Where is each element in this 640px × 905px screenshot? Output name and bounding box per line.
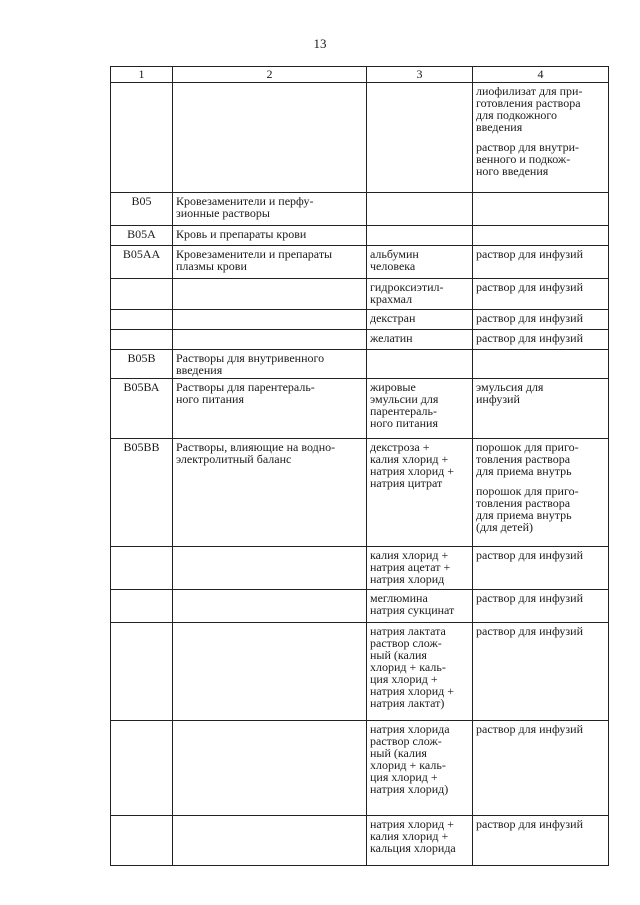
dosage-form-cell [473,379,609,439]
drug-name-cell [367,816,473,866]
text-line: калия хлорид + [370,548,449,562]
text-line: натрия хлорид + [370,817,455,831]
text-line: Кровезаменители и препараты [176,247,333,261]
atc-code-cell: В05А [111,226,173,246]
group-name-cell [173,379,367,439]
text-line: раствор для инфузий [476,624,583,638]
dosage-form [476,281,605,293]
text-line: меглюмина [370,591,428,605]
group-name-cell [173,226,367,246]
text-line: раствор для инфузий [476,722,583,736]
table-body [111,83,609,866]
column-header: 4 [473,67,609,83]
column-header: 2 [173,67,367,83]
text-line: эмульсии для [370,392,439,406]
drug-name-cell [367,246,473,279]
atc-code-cell [111,330,173,350]
drug-name-cell [367,193,473,226]
text-line: человека [370,259,416,273]
table-row [111,816,609,866]
table-row [111,193,609,226]
text-line: плазмы крови [176,259,247,273]
dosage-form [476,441,605,477]
text-line: раствор для внутри- [476,140,579,154]
text-line: Растворы для внутривенного [176,351,325,365]
drug-name-cell [367,330,473,350]
dosage-form [476,625,605,637]
text-line: ный (калия [370,746,427,760]
text-line: натрия сукцинат [370,603,455,617]
text-line: (для детей) [476,520,534,534]
drug-name-cell [367,226,473,246]
drug-name-cell [367,310,473,330]
text-line: калия хлорид + [370,829,449,843]
text-line: натрия лактат) [370,696,445,710]
group-name-cell [173,330,367,350]
text-line: раствор для инфузий [476,280,583,294]
dosage-form-cell [473,83,609,193]
atc-code-cell [111,590,173,623]
text-line: натрия хлорид [370,572,445,586]
text-line: введения [476,120,523,134]
dosage-form-cell [473,721,609,816]
text-line: раствор для инфузий [476,548,583,562]
drug-name-cell [367,83,473,193]
text-line: ного введения [476,164,549,178]
table-row [111,590,609,623]
dosage-form-cell [473,623,609,721]
atc-code-cell [111,279,173,310]
text-line: натрия цитрат [370,476,443,490]
text-line: хлорид + каль- [370,660,446,674]
text-line: лиофилизат для при- [476,84,583,98]
text-line: ция хлорид + [370,770,438,784]
table-row [111,350,609,379]
dosage-form [476,723,605,735]
drug-name-cell [367,379,473,439]
text-line: жировые [370,380,416,394]
dosage-form-cell [473,246,609,279]
group-name-cell [173,279,367,310]
drug-name-cell [367,350,473,379]
text-line: декстран [370,311,416,325]
dosage-form-cell [473,193,609,226]
dosage-form [476,248,605,260]
atc-code-cell [111,83,173,193]
dosage-form [476,381,605,405]
text-line: готовления раствора [476,96,581,110]
text-line: раствор слож- [370,636,442,650]
drug-name-cell [367,547,473,590]
table-row [111,83,609,193]
dosage-form-cell [473,547,609,590]
table-row [111,279,609,310]
group-name-cell [173,83,367,193]
group-name-cell [173,193,367,226]
text-line: товления раствора [476,496,571,510]
text-line: эмульсия для [476,380,544,394]
text-line: Кровезаменители и перфу- [176,194,314,208]
dosage-form [476,312,605,324]
text-line: порошок для приго- [476,440,579,454]
text-line: для подкожного [476,108,558,122]
dosage-form [476,85,605,133]
text-line: Растворы для парентераль- [176,380,315,394]
text-line: раствор для инфузий [476,817,583,831]
text-line: альбумин [370,247,419,261]
text-line: Кровь и препараты крови [176,227,307,241]
drug-name-cell [367,590,473,623]
text-line: натрия хлорид + [370,684,455,698]
text-line: для приема внутрь [476,508,572,522]
dosage-form-cell [473,439,609,547]
text-line: натрия хлорид) [370,782,449,796]
text-line: ция хлорид + [370,672,438,686]
text-line: натрия ацетат + [370,560,451,574]
atc-code-cell: В05ВА [111,379,173,439]
text-line: натрия хлорида [370,722,450,736]
dosage-form [476,332,605,344]
atc-code-cell [111,816,173,866]
text-line: для приема внутрь [476,464,572,478]
atc-code-cell: В05ВВ [111,439,173,547]
text-line: натрия лактата [370,624,446,638]
atc-code-cell: В05 [111,193,173,226]
dosage-form-cell [473,590,609,623]
text-line: Растворы, влияющие на водно- [176,440,336,454]
atc-code-cell [111,547,173,590]
atc-code-cell [111,310,173,330]
table-row [111,310,609,330]
text-line: гидроксиэтил- [370,280,444,294]
text-line: парентераль- [370,404,437,418]
table-row [111,623,609,721]
drug-name-cell [367,439,473,547]
table-row [111,547,609,590]
page-number: 13 [313,36,327,51]
text-line: натрия хлорид + [370,464,455,478]
atc-code-cell: В05АА [111,246,173,279]
text-line: порошок для приго- [476,484,579,498]
text-line: раствор слож- [370,734,442,748]
text-line: ного питания [176,392,244,406]
header-row [111,67,609,83]
text-line: раствор для инфузий [476,247,583,261]
table-row [111,226,609,246]
text-line: кальция хлорида [370,841,456,855]
text-line: крахмал [370,292,413,306]
text-line: ного питания [370,416,438,430]
text-line: раствор для инфузий [476,311,583,325]
text-line: желатин [370,331,413,345]
group-name-cell [173,547,367,590]
drug-name-cell [367,721,473,816]
text-line: зионные растворы [176,206,270,220]
text-line: хлорид + каль- [370,758,446,772]
atc-code-cell [111,623,173,721]
text-line: электролитный баланс [176,452,292,466]
table-row [111,379,609,439]
dosage-form [476,818,605,830]
group-name-cell [173,590,367,623]
text-line: инфузий [476,392,520,406]
column-header: 3 [367,67,473,83]
group-name-cell [173,310,367,330]
text-line: калия хлорид + [370,452,449,466]
table-row [111,330,609,350]
dosage-form-cell [473,226,609,246]
dosage-form-cell [473,330,609,350]
group-name-cell [173,350,367,379]
group-name-cell [173,721,367,816]
text-line: раствор для инфузий [476,591,583,605]
text-line: товления раствора [476,452,571,466]
table-row [111,439,609,547]
group-name-cell [173,623,367,721]
text-line: ный (калия [370,648,427,662]
dosage-form-cell [473,279,609,310]
text-line: введения [176,363,223,377]
dosage-form [476,549,605,561]
group-name-cell [173,816,367,866]
table-row [111,721,609,816]
text-line: раствор для инфузий [476,331,583,345]
drug-name-cell [367,623,473,721]
dosage-form [476,141,605,177]
text-line: венного и подкож- [476,152,571,166]
column-header: 1 [111,67,173,83]
dosage-form-cell [473,350,609,379]
table-row [111,246,609,279]
group-name-cell [173,439,367,547]
drug-table [110,66,609,866]
dosage-form-cell [473,310,609,330]
dosage-form [476,485,605,533]
text-line: декстроза + [370,440,430,454]
atc-code-cell [111,721,173,816]
group-name-cell [173,246,367,279]
atc-code-cell: В05В [111,350,173,379]
dosage-form [476,592,605,604]
drug-name-cell [367,279,473,310]
dosage-form-cell [473,816,609,866]
